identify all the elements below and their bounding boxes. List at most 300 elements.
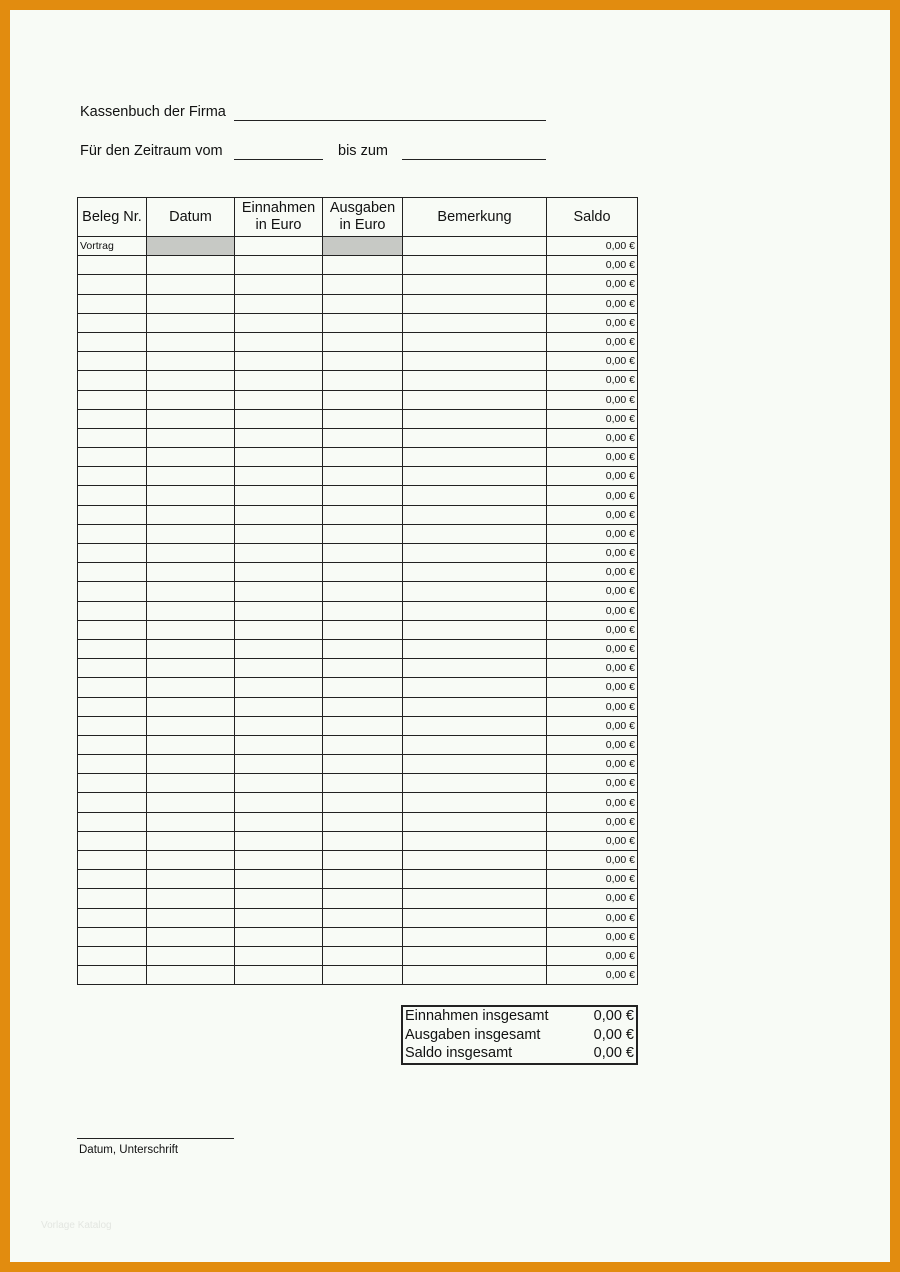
cell-saldo: 0,00 € <box>547 678 638 697</box>
cell-datum[interactable] <box>147 793 235 812</box>
cell-ausgaben[interactable] <box>323 870 403 889</box>
cell-beleg-nr[interactable] <box>78 620 147 639</box>
cell-bemerkung[interactable] <box>403 544 547 563</box>
cell-ausgaben[interactable] <box>323 774 403 793</box>
cell-bemerkung[interactable] <box>403 620 547 639</box>
cell-saldo: 0,00 € <box>547 313 638 332</box>
cell-ausgaben[interactable] <box>323 966 403 985</box>
totals-balance-row <box>405 1044 634 1062</box>
cell-einnahmen[interactable] <box>235 352 323 371</box>
cell-saldo: 0,00 € <box>547 544 638 563</box>
cell-ausgaben[interactable] <box>323 639 403 658</box>
cell-bemerkung[interactable] <box>403 755 547 774</box>
column-header-ausgaben-text: Ausgaben in Euro <box>329 200 396 233</box>
table-row <box>78 332 638 351</box>
cell-bemerkung[interactable] <box>403 697 547 716</box>
column-header-einnahmen <box>235 198 323 237</box>
totals-expenses-label: Ausgaben insgesamt <box>405 1027 541 1043</box>
cell-beleg-nr[interactable] <box>78 352 147 371</box>
cell-ausgaben[interactable] <box>323 237 403 256</box>
cell-saldo: 0,00 € <box>547 697 638 716</box>
table-row <box>78 486 638 505</box>
cell-bemerkung[interactable] <box>403 582 547 601</box>
column-header-einnahmen-text: Einnahmen in Euro <box>241 200 316 233</box>
cell-einnahmen[interactable] <box>235 774 323 793</box>
cell-saldo: 0,00 € <box>547 908 638 927</box>
cell-bemerkung[interactable] <box>403 946 547 965</box>
cell-einnahmen[interactable] <box>235 620 323 639</box>
table-row <box>78 409 638 428</box>
cell-ausgaben[interactable] <box>323 256 403 275</box>
table-row <box>78 256 638 275</box>
cell-datum[interactable] <box>147 352 235 371</box>
cell-beleg-nr[interactable] <box>78 927 147 946</box>
table-row <box>78 793 638 812</box>
cell-einnahmen[interactable] <box>235 659 323 678</box>
cell-einnahmen[interactable] <box>235 409 323 428</box>
cell-datum[interactable] <box>147 908 235 927</box>
cell-datum[interactable] <box>147 831 235 850</box>
cell-saldo: 0,00 € <box>547 639 638 658</box>
cell-beleg-nr[interactable] <box>78 448 147 467</box>
cell-datum[interactable] <box>147 927 235 946</box>
cell-einnahmen[interactable] <box>235 563 323 582</box>
cell-beleg-nr[interactable] <box>78 793 147 812</box>
cell-saldo: 0,00 € <box>547 467 638 486</box>
cell-bemerkung[interactable] <box>403 524 547 543</box>
cell-saldo: 0,00 € <box>547 352 638 371</box>
cell-bemerkung[interactable] <box>403 371 547 390</box>
totals-expenses-value: 0,00 € <box>593 1027 634 1043</box>
cell-saldo: 0,00 € <box>547 294 638 313</box>
totals-income-row <box>405 1007 634 1025</box>
cell-beleg-nr[interactable] <box>78 332 147 351</box>
cell-einnahmen[interactable] <box>235 256 323 275</box>
cell-datum[interactable] <box>147 620 235 639</box>
cell-bemerkung[interactable] <box>403 639 547 658</box>
cell-beleg-nr[interactable] <box>78 889 147 908</box>
cell-einnahmen[interactable] <box>235 448 323 467</box>
cell-ausgaben[interactable] <box>323 409 403 428</box>
cell-beleg-nr[interactable] <box>78 831 147 850</box>
cell-beleg-nr[interactable] <box>78 851 147 870</box>
cell-saldo: 0,00 € <box>547 256 638 275</box>
table-row <box>78 908 638 927</box>
table-row <box>78 678 638 697</box>
cell-bemerkung[interactable] <box>403 428 547 447</box>
cell-einnahmen[interactable] <box>235 486 323 505</box>
table-row <box>78 889 638 908</box>
cell-saldo: 0,00 € <box>547 889 638 908</box>
cell-einnahmen[interactable] <box>235 428 323 447</box>
cell-ausgaben[interactable] <box>323 716 403 735</box>
table-header-row <box>78 198 638 237</box>
cell-bemerkung[interactable] <box>403 774 547 793</box>
cell-beleg-nr[interactable] <box>78 966 147 985</box>
cell-einnahmen[interactable] <box>235 467 323 486</box>
cell-saldo: 0,00 € <box>547 927 638 946</box>
table-row <box>78 524 638 543</box>
cell-datum[interactable] <box>147 582 235 601</box>
cell-einnahmen[interactable] <box>235 294 323 313</box>
cell-beleg-nr[interactable] <box>78 275 147 294</box>
cell-einnahmen[interactable] <box>235 966 323 985</box>
cell-bemerkung[interactable] <box>403 467 547 486</box>
cell-datum[interactable] <box>147 237 235 256</box>
cell-bemerkung[interactable] <box>403 505 547 524</box>
cell-beleg-nr[interactable] <box>78 716 147 735</box>
cell-einnahmen[interactable] <box>235 275 323 294</box>
cell-einnahmen[interactable] <box>235 313 323 332</box>
watermark: Vorlage Katalog <box>41 1220 112 1231</box>
signature-label: Datum, Unterschrift <box>79 1144 179 1156</box>
cell-datum[interactable] <box>147 544 235 563</box>
cell-saldo: 0,00 € <box>547 793 638 812</box>
table-row <box>78 582 638 601</box>
cell-bemerkung[interactable] <box>403 851 547 870</box>
cell-einnahmen[interactable] <box>235 639 323 658</box>
cell-saldo: 0,00 € <box>547 831 638 850</box>
cell-datum[interactable] <box>147 371 235 390</box>
table-row <box>78 601 638 620</box>
cell-datum[interactable] <box>147 505 235 524</box>
cell-saldo: 0,00 € <box>547 275 638 294</box>
cell-datum[interactable] <box>147 716 235 735</box>
cell-einnahmen[interactable] <box>235 946 323 965</box>
cell-datum[interactable] <box>147 697 235 716</box>
cell-bemerkung[interactable] <box>403 812 547 831</box>
cell-einnahmen[interactable] <box>235 831 323 850</box>
cell-beleg-nr[interactable] <box>78 870 147 889</box>
cell-bemerkung[interactable] <box>403 716 547 735</box>
cell-einnahmen[interactable] <box>235 927 323 946</box>
cell-saldo: 0,00 € <box>547 448 638 467</box>
cell-saldo: 0,00 € <box>547 716 638 735</box>
cell-ausgaben[interactable] <box>323 428 403 447</box>
table-row <box>78 448 638 467</box>
table-row <box>78 563 638 582</box>
cell-beleg-nr[interactable] <box>78 678 147 697</box>
cell-ausgaben[interactable] <box>323 371 403 390</box>
cell-datum[interactable] <box>147 524 235 543</box>
cell-bemerkung[interactable] <box>403 831 547 850</box>
cell-einnahmen[interactable] <box>235 908 323 927</box>
cell-beleg-nr[interactable] <box>78 544 147 563</box>
ledger-body <box>78 237 638 985</box>
cell-beleg-nr[interactable] <box>78 505 147 524</box>
column-header-datum: Datum <box>147 198 235 237</box>
cell-einnahmen[interactable] <box>235 505 323 524</box>
cell-saldo: 0,00 € <box>547 428 638 447</box>
totals-income-value: 0,00 € <box>593 1008 634 1024</box>
column-header-beleg-nr: Beleg Nr. <box>78 198 147 237</box>
cell-ausgaben[interactable] <box>323 755 403 774</box>
cell-bemerkung[interactable] <box>403 659 547 678</box>
cell-ausgaben[interactable] <box>323 659 403 678</box>
totals-balance-label: Saldo insgesamt <box>405 1045 513 1061</box>
cell-ausgaben[interactable] <box>323 524 403 543</box>
cell-beleg-nr[interactable] <box>78 697 147 716</box>
cell-saldo: 0,00 € <box>547 332 638 351</box>
cell-beleg-nr[interactable] <box>78 563 147 582</box>
cell-einnahmen[interactable] <box>235 889 323 908</box>
totals-expenses-row <box>405 1026 634 1044</box>
cell-bemerkung[interactable] <box>403 908 547 927</box>
cell-datum[interactable] <box>147 332 235 351</box>
cell-bemerkung[interactable] <box>403 870 547 889</box>
column-header-bemerkung: Bemerkung <box>403 198 547 237</box>
cell-ausgaben[interactable] <box>323 352 403 371</box>
table-row <box>78 390 638 409</box>
cell-ausgaben[interactable] <box>323 678 403 697</box>
cell-datum[interactable] <box>147 812 235 831</box>
table-row <box>78 774 638 793</box>
cell-datum[interactable] <box>147 735 235 754</box>
cell-ausgaben[interactable] <box>323 889 403 908</box>
table-row <box>78 275 638 294</box>
cell-einnahmen[interactable] <box>235 237 323 256</box>
cell-ausgaben[interactable] <box>323 831 403 850</box>
cell-saldo: 0,00 € <box>547 774 638 793</box>
cell-datum[interactable] <box>147 966 235 985</box>
cell-beleg-nr[interactable] <box>78 946 147 965</box>
cell-bemerkung[interactable] <box>403 237 547 256</box>
cell-saldo: 0,00 € <box>547 390 638 409</box>
cell-saldo: 0,00 € <box>547 851 638 870</box>
cell-datum[interactable] <box>147 448 235 467</box>
cell-ausgaben[interactable] <box>323 390 403 409</box>
cell-datum[interactable] <box>147 563 235 582</box>
period-from-line[interactable] <box>234 159 323 160</box>
cell-datum[interactable] <box>147 639 235 658</box>
cell-saldo: 0,00 € <box>547 659 638 678</box>
cell-beleg-nr[interactable] <box>78 755 147 774</box>
table-row <box>78 716 638 735</box>
cell-bemerkung[interactable] <box>403 601 547 620</box>
cash-book-table <box>77 197 638 985</box>
table-row <box>78 831 638 850</box>
cell-beleg-nr[interactable] <box>78 524 147 543</box>
cell-ausgaben[interactable] <box>323 294 403 313</box>
cell-bemerkung[interactable] <box>403 332 547 351</box>
cell-einnahmen[interactable] <box>235 735 323 754</box>
cell-saldo: 0,00 € <box>547 524 638 543</box>
cell-einnahmen[interactable] <box>235 678 323 697</box>
cell-datum[interactable] <box>147 486 235 505</box>
table-row <box>78 620 638 639</box>
totals-box <box>401 1005 638 1065</box>
cell-beleg-nr[interactable] <box>78 371 147 390</box>
cell-ausgaben[interactable] <box>323 697 403 716</box>
cell-datum[interactable] <box>147 409 235 428</box>
company-label: Kassenbuch der Firma <box>80 104 226 120</box>
cell-bemerkung[interactable] <box>403 448 547 467</box>
cell-ausgaben[interactable] <box>323 793 403 812</box>
cell-beleg-nr[interactable] <box>78 313 147 332</box>
table-row <box>78 505 638 524</box>
table-row <box>78 639 638 658</box>
cell-ausgaben[interactable] <box>323 313 403 332</box>
cell-saldo: 0,00 € <box>547 946 638 965</box>
cell-ausgaben[interactable] <box>323 544 403 563</box>
period-from-label: Für den Zeitraum vom <box>80 143 223 159</box>
cell-ausgaben[interactable] <box>323 582 403 601</box>
cell-bemerkung[interactable] <box>403 294 547 313</box>
cell-saldo: 0,00 € <box>547 735 638 754</box>
cell-bemerkung[interactable] <box>403 256 547 275</box>
cell-saldo: 0,00 € <box>547 755 638 774</box>
cell-ausgaben[interactable] <box>323 275 403 294</box>
totals-income-label: Einnahmen insgesamt <box>405 1008 549 1024</box>
cell-ausgaben[interactable] <box>323 467 403 486</box>
cell-ausgaben[interactable] <box>323 851 403 870</box>
table-row <box>78 697 638 716</box>
column-header-saldo: Saldo <box>547 198 638 237</box>
table-row <box>78 946 638 965</box>
cell-saldo: 0,00 € <box>547 237 638 256</box>
table-row <box>78 659 638 678</box>
table-row <box>78 313 638 332</box>
cell-saldo: 0,00 € <box>547 812 638 831</box>
cell-einnahmen[interactable] <box>235 332 323 351</box>
cell-datum[interactable] <box>147 256 235 275</box>
cell-datum[interactable] <box>147 889 235 908</box>
totals-balance-value: 0,00 € <box>593 1045 634 1061</box>
cell-ausgaben[interactable] <box>323 908 403 927</box>
cell-saldo: 0,00 € <box>547 409 638 428</box>
cell-datum[interactable] <box>147 774 235 793</box>
table-row <box>78 870 638 889</box>
table-row <box>78 237 638 256</box>
cell-einnahmen[interactable] <box>235 697 323 716</box>
cell-beleg-nr[interactable] <box>78 659 147 678</box>
document-page <box>10 10 890 1262</box>
table-row <box>78 371 638 390</box>
cell-bemerkung[interactable] <box>403 927 547 946</box>
cell-beleg-nr[interactable] <box>78 735 147 754</box>
cell-ausgaben[interactable] <box>323 563 403 582</box>
table-row <box>78 755 638 774</box>
cell-saldo: 0,00 € <box>547 966 638 985</box>
cell-einnahmen[interactable] <box>235 371 323 390</box>
cell-bemerkung[interactable] <box>403 352 547 371</box>
cell-beleg-nr[interactable] <box>78 390 147 409</box>
cell-bemerkung[interactable] <box>403 409 547 428</box>
table-row <box>78 467 638 486</box>
cell-bemerkung[interactable] <box>403 966 547 985</box>
cell-bemerkung[interactable] <box>403 275 547 294</box>
table-row <box>78 966 638 985</box>
cell-einnahmen[interactable] <box>235 544 323 563</box>
cell-saldo: 0,00 € <box>547 505 638 524</box>
company-name-line[interactable] <box>234 120 546 121</box>
cell-einnahmen[interactable] <box>235 793 323 812</box>
cell-beleg-nr[interactable] <box>78 908 147 927</box>
cell-einnahmen[interactable] <box>235 755 323 774</box>
cell-ausgaben[interactable] <box>323 735 403 754</box>
cell-einnahmen[interactable] <box>235 870 323 889</box>
cell-datum[interactable] <box>147 755 235 774</box>
cell-datum[interactable] <box>147 851 235 870</box>
cell-beleg-nr[interactable] <box>78 256 147 275</box>
cell-ausgaben[interactable] <box>323 332 403 351</box>
cell-datum[interactable] <box>147 659 235 678</box>
cell-datum[interactable] <box>147 294 235 313</box>
cell-ausgaben[interactable] <box>323 620 403 639</box>
cell-datum[interactable] <box>147 275 235 294</box>
cell-einnahmen[interactable] <box>235 582 323 601</box>
table-row <box>78 352 638 371</box>
cell-ausgaben[interactable] <box>323 448 403 467</box>
cell-ausgaben[interactable] <box>323 927 403 946</box>
cell-ausgaben[interactable] <box>323 946 403 965</box>
cell-datum[interactable] <box>147 946 235 965</box>
period-to-label: bis zum <box>338 143 388 159</box>
cell-ausgaben[interactable] <box>323 505 403 524</box>
cell-saldo: 0,00 € <box>547 563 638 582</box>
cell-saldo: 0,00 € <box>547 486 638 505</box>
cell-ausgaben[interactable] <box>323 812 403 831</box>
cell-saldo: 0,00 € <box>547 601 638 620</box>
cell-einnahmen[interactable] <box>235 601 323 620</box>
cell-einnahmen[interactable] <box>235 524 323 543</box>
cell-beleg-nr[interactable] <box>78 812 147 831</box>
cell-saldo: 0,00 € <box>547 582 638 601</box>
cell-einnahmen[interactable] <box>235 812 323 831</box>
cell-beleg-nr[interactable] <box>78 467 147 486</box>
cell-bemerkung[interactable] <box>403 486 547 505</box>
cell-beleg-nr[interactable] <box>78 639 147 658</box>
table-row <box>78 735 638 754</box>
signature-line[interactable] <box>77 1138 234 1139</box>
cell-beleg-nr[interactable] <box>78 774 147 793</box>
cell-bemerkung[interactable] <box>403 793 547 812</box>
cell-ausgaben[interactable] <box>323 486 403 505</box>
cell-datum[interactable] <box>147 601 235 620</box>
cell-beleg-nr[interactable] <box>78 601 147 620</box>
cell-saldo: 0,00 € <box>547 371 638 390</box>
cell-datum[interactable] <box>147 390 235 409</box>
cell-beleg-nr[interactable] <box>78 409 147 428</box>
table-row <box>78 428 638 447</box>
cell-bemerkung[interactable] <box>403 313 547 332</box>
cell-einnahmen[interactable] <box>235 390 323 409</box>
cell-datum[interactable] <box>147 313 235 332</box>
period-to-line[interactable] <box>402 159 546 160</box>
cell-einnahmen[interactable] <box>235 716 323 735</box>
cell-saldo: 0,00 € <box>547 870 638 889</box>
cell-beleg-nr[interactable] <box>78 582 147 601</box>
table-row <box>78 544 638 563</box>
cell-bemerkung[interactable] <box>403 563 547 582</box>
cell-datum[interactable] <box>147 467 235 486</box>
cell-ausgaben[interactable] <box>323 601 403 620</box>
table-row <box>78 812 638 831</box>
cell-beleg-nr[interactable] <box>78 294 147 313</box>
cell-beleg-nr[interactable] <box>78 486 147 505</box>
cell-bemerkung[interactable] <box>403 889 547 908</box>
cell-datum[interactable] <box>147 678 235 697</box>
cell-datum[interactable] <box>147 870 235 889</box>
table-row <box>78 294 638 313</box>
cell-datum[interactable] <box>147 428 235 447</box>
cell-bemerkung[interactable] <box>403 678 547 697</box>
cell-beleg-nr[interactable] <box>78 428 147 447</box>
cell-einnahmen[interactable] <box>235 851 323 870</box>
cell-bemerkung[interactable] <box>403 735 547 754</box>
cell-bemerkung[interactable] <box>403 390 547 409</box>
table-row <box>78 927 638 946</box>
